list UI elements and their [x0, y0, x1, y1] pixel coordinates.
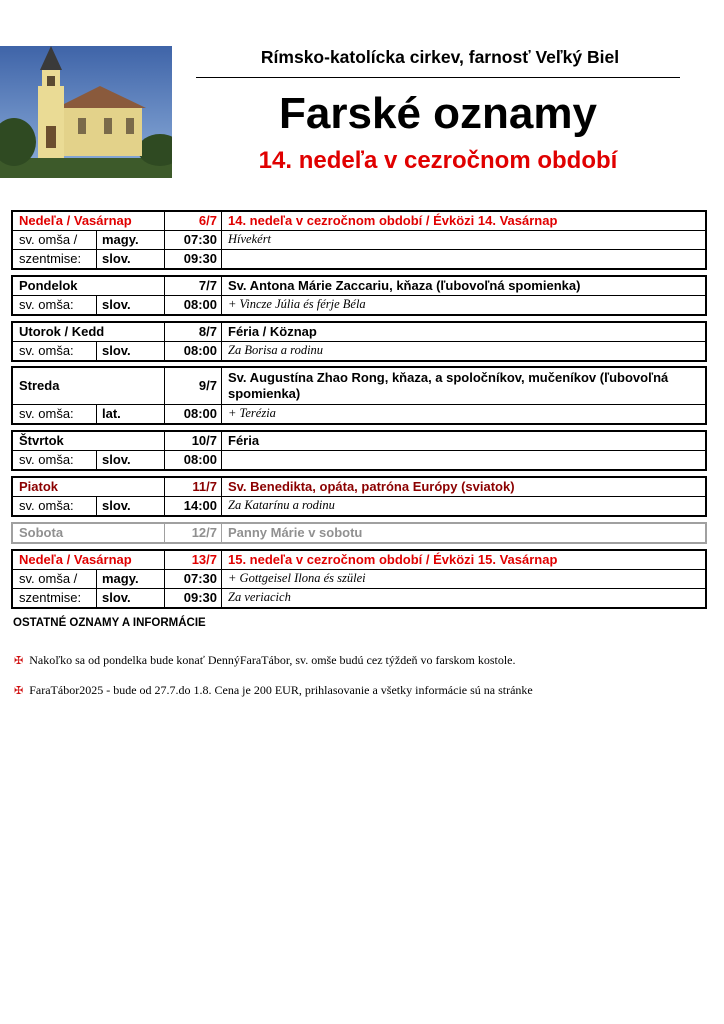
mass-row — [13, 588, 705, 607]
day-block-tuesday — [11, 321, 707, 362]
mass-intention: + Terézia — [228, 406, 276, 420]
announcement-item — [14, 683, 533, 698]
feast-name: Panny Márie v sobotu — [228, 525, 363, 540]
day-name: Piatok — [13, 478, 165, 496]
feast-name: Sv. Benedikta, opáta, patróna Európy (sviatok) — [228, 479, 515, 494]
announcement-text: FaraTábor2025 - bude od 27.7.do 1.8. Cena je 200 EUR, prihlasovanie a všetky informácie sú na stránke — [29, 683, 533, 697]
mass-label: sv. omša / — [13, 231, 97, 249]
day-block-sunday-6-7 — [11, 210, 707, 270]
day-name: Pondelok — [13, 277, 165, 295]
mass-time: 07:30 — [165, 570, 222, 588]
mass-time: 14:00 — [165, 497, 222, 515]
mass-row — [13, 342, 705, 360]
mass-language: magy. — [97, 570, 165, 588]
parish-name: Rímsko-katolícka cirkev, farnosť Veľký Biel — [260, 47, 620, 67]
mass-label: sv. omša: — [13, 405, 97, 423]
day-block-friday — [11, 476, 707, 517]
mass-language: slov. — [97, 497, 165, 515]
mass-label: szentmise: — [13, 589, 97, 607]
mass-label: sv. omša / — [13, 570, 97, 588]
day-name: Nedeľa / Vasárnap — [13, 551, 165, 569]
day-header — [13, 551, 705, 570]
feast-name: Féria — [228, 433, 260, 448]
mass-label: sv. omša: — [13, 296, 97, 314]
mass-intention: + Gottgeisel Ilona és szülei — [228, 571, 366, 585]
day-block-thursday — [11, 430, 707, 471]
day-block-saturday — [11, 522, 707, 544]
feast-name: 14. nedeľa v cezročnom období / Évközi 14. Vasárnap — [228, 213, 558, 228]
church-photo — [0, 46, 172, 178]
day-header — [13, 323, 705, 342]
day-block-monday — [11, 275, 707, 316]
mass-row — [13, 405, 705, 423]
mass-intention — [222, 451, 705, 469]
announcement-text: Nakoľko sa od pondelka bude konať DennýFaraTábor, sv. omše budú cez týždeň vo farskom kostole. — [29, 653, 516, 667]
mass-row — [13, 296, 705, 314]
feast-name: Sv. Augustína Zhao Rong, kňaza, a spoločníkov, mučeníkov (ľubovoľná spomienka) — [228, 370, 669, 401]
mass-label: sv. omša: — [13, 342, 97, 360]
mass-language: slov. — [97, 589, 165, 607]
mass-time: 07:30 — [165, 231, 222, 249]
mass-label: szentmise: — [13, 250, 97, 268]
day-name: Štvrtok — [13, 432, 165, 450]
mass-row — [13, 497, 705, 515]
feast-name: Féria / Köznap — [228, 324, 317, 339]
mass-intention: Za veriacich — [228, 590, 291, 604]
other-announcements-heading: OSTATNÉ OZNAMY A INFORMÁCIE — [13, 617, 206, 629]
day-date: 12/7 — [165, 524, 222, 542]
mass-intention: + Vincze Júlia és férje Béla — [228, 297, 366, 311]
mass-intention — [222, 250, 705, 268]
day-date: 7/7 — [165, 277, 222, 295]
feast-name: Sv. Antona Márie Zaccariu, kňaza (ľubovoľná spomienka) — [228, 278, 581, 293]
red-cross-bullet-icon: ✠ — [14, 655, 24, 667]
day-date: 11/7 — [165, 478, 222, 496]
mass-time: 09:30 — [165, 250, 222, 268]
header-divider — [196, 77, 680, 78]
mass-time: 08:00 — [165, 405, 222, 423]
mass-language: slov. — [97, 296, 165, 314]
day-name: Sobota — [13, 524, 165, 542]
day-name: Utorok / Kedd — [13, 323, 165, 341]
mass-label: sv. omša: — [13, 451, 97, 469]
mass-time: 08:00 — [165, 451, 222, 469]
mass-time: 08:00 — [165, 342, 222, 360]
mass-language: lat. — [97, 405, 165, 423]
mass-language: slov. — [97, 451, 165, 469]
mass-language: magy. — [97, 231, 165, 249]
day-header — [13, 478, 705, 497]
mass-row — [13, 249, 705, 268]
mass-time: 09:30 — [165, 589, 222, 607]
red-cross-bullet-icon: ✠ — [14, 685, 24, 697]
day-name: Nedeľa / Vasárnap — [13, 212, 165, 230]
day-header — [13, 212, 705, 231]
mass-row — [13, 451, 705, 469]
mass-row — [13, 570, 705, 588]
page-subtitle: 14. nedeľa v cezročnom období — [258, 147, 618, 174]
feast-name: 15. nedeľa v cezročnom období / Évközi 15. Vasárnap — [228, 552, 558, 567]
day-date: 10/7 — [165, 432, 222, 450]
announcement-item — [14, 653, 516, 668]
day-name: Streda — [13, 368, 165, 404]
mass-row — [13, 231, 705, 249]
mass-label: sv. omša: — [13, 497, 97, 515]
mass-intention: Hívekért — [228, 232, 272, 246]
day-date: 13/7 — [165, 551, 222, 569]
day-date: 9/7 — [165, 368, 222, 404]
page-title: Farské oznamy — [279, 89, 597, 138]
day-header — [13, 524, 705, 542]
day-block-wednesday — [11, 366, 707, 425]
mass-time: 08:00 — [165, 296, 222, 314]
mass-language: slov. — [97, 342, 165, 360]
day-block-sunday-13-7 — [11, 549, 707, 609]
day-date: 6/7 — [165, 212, 222, 230]
mass-intention: Za Katarínu a rodinu — [228, 498, 335, 512]
mass-intention: Za Borisa a rodinu — [228, 343, 324, 357]
mass-language: slov. — [97, 250, 165, 268]
day-header — [13, 277, 705, 296]
day-date: 8/7 — [165, 323, 222, 341]
day-header — [13, 368, 705, 405]
day-header — [13, 432, 705, 451]
